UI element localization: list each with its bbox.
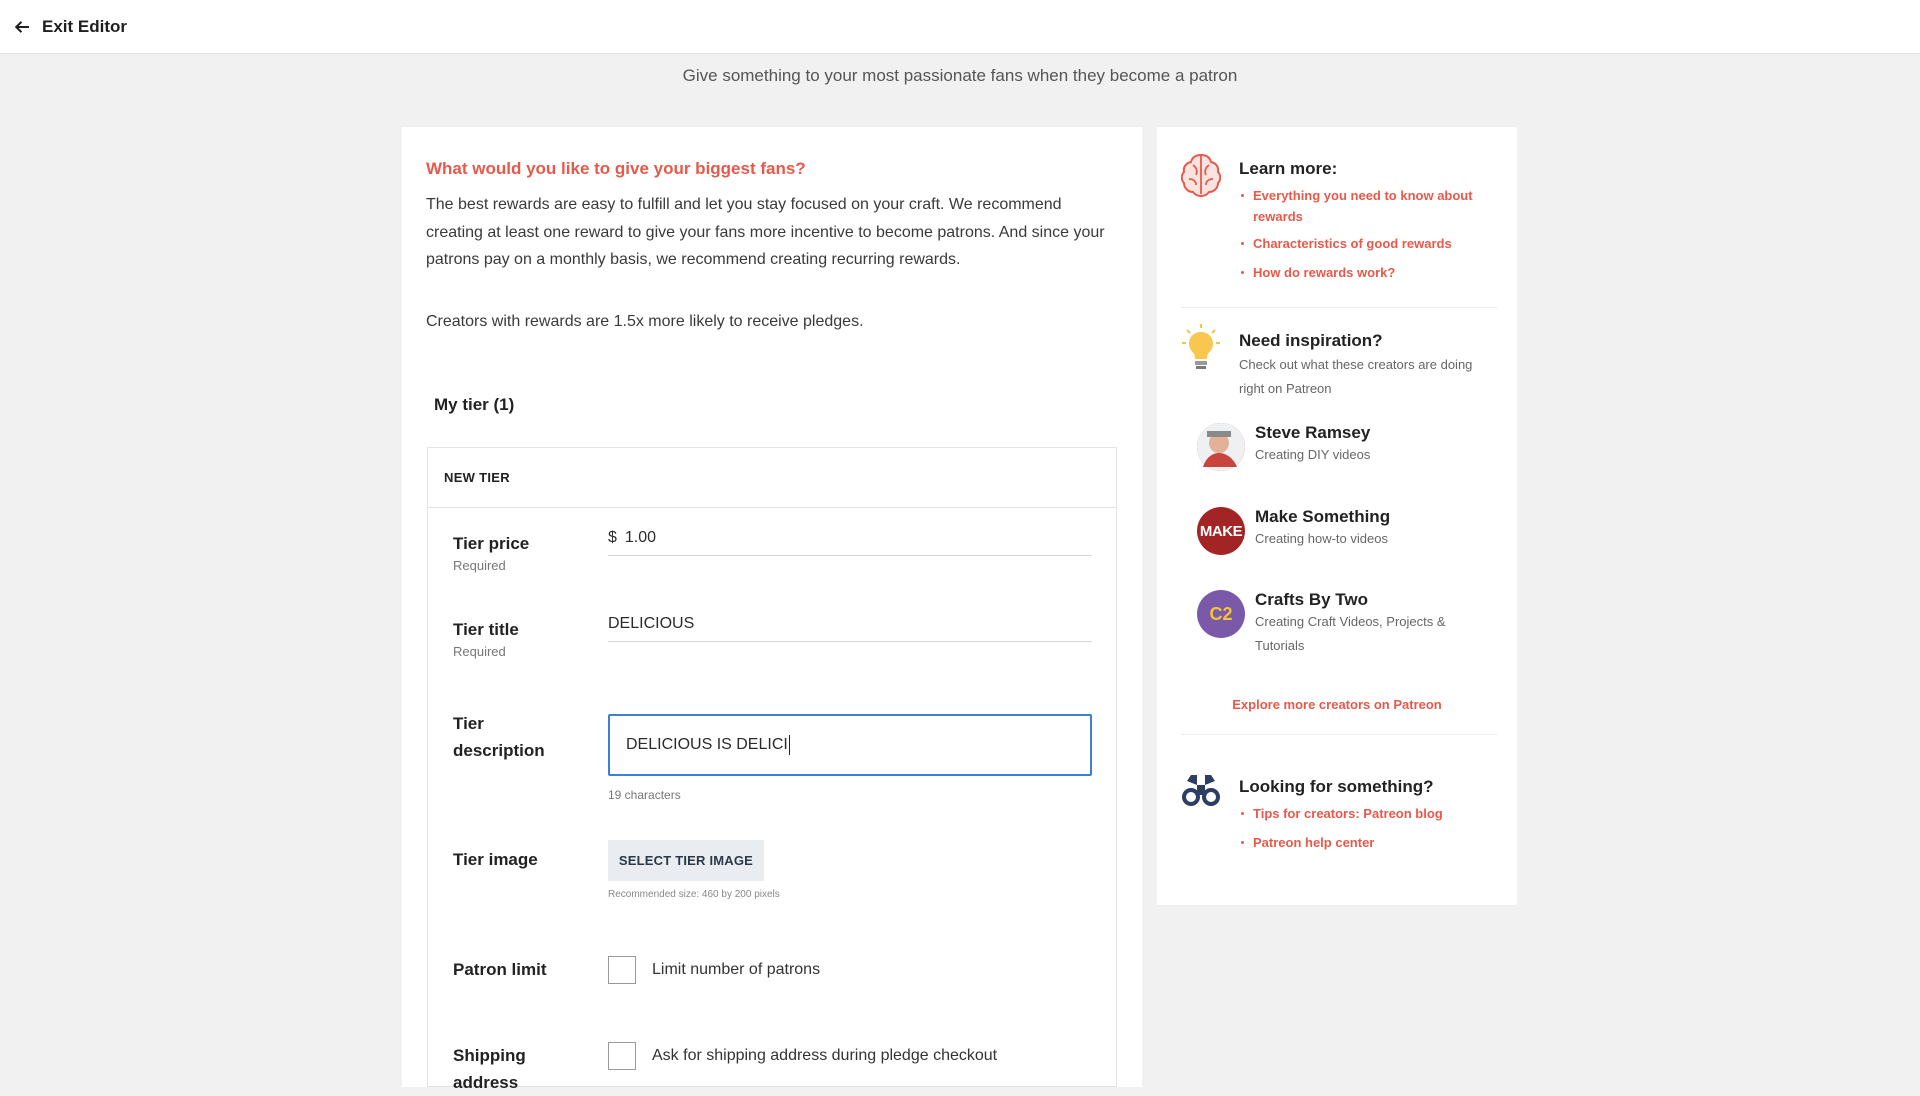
tier-description-label-line1: Tier (453, 714, 484, 733)
shipping-address-label (453, 1042, 526, 1096)
shipping-address-checkbox-label: Ask for shipping address during pledge checkout (652, 1047, 998, 1064)
tier-form (427, 447, 1117, 1092)
creator-name: Make Something (1255, 507, 1391, 526)
top-bar (0, 0, 1920, 54)
inspiration-section (1239, 331, 1499, 401)
link-help-center[interactable]: Patreon help center (1239, 832, 1499, 853)
exit-editor-label: Exit Editor (42, 16, 128, 36)
avatar (1197, 423, 1245, 471)
select-tier-image-button[interactable]: SELECT TIER IMAGE (608, 840, 764, 881)
image-size-hint: Recommended size: 460 by 200 pixels (608, 889, 780, 900)
tier-title-value: DELICIOUS (608, 614, 695, 632)
exit-editor-button[interactable] (14, 17, 127, 37)
brain-icon (1181, 151, 1221, 204)
tier-price-value: 1.00 (624, 528, 657, 546)
link-how-rewards-work[interactable]: How do rewards work? (1239, 262, 1499, 283)
creator-name: Steve Ramsey (1255, 423, 1371, 442)
shipping-label-line1: Shipping (453, 1046, 526, 1065)
required-hint: Required (453, 644, 506, 659)
creator-description: Creating Craft Videos, Projects & Tutorials (1255, 614, 1446, 653)
avatar: MAKE (1197, 507, 1245, 555)
learn-more-title: Learn more: (1239, 159, 1338, 178)
sidebar-divider (1181, 734, 1497, 735)
text-caret (789, 735, 790, 755)
tier-title-label (453, 616, 519, 661)
avatar: C2 (1197, 590, 1245, 638)
tier-description-value: DELICIOUS IS DELICI (626, 736, 788, 753)
tier-price-label-text: Tier price (453, 534, 530, 553)
sidebar-divider (1181, 307, 1497, 308)
arrow-left-icon (14, 19, 30, 35)
link-patreon-blog[interactable]: Tips for creators: Patreon blog (1239, 803, 1499, 824)
shipping-address-checkbox[interactable] (608, 1042, 636, 1070)
tier-description-label (453, 710, 545, 764)
inspiration-title: Need inspiration? (1239, 331, 1383, 350)
explore-creators-link[interactable]: Explore more creators on Patreon (1232, 697, 1442, 712)
required-hint: Required (453, 558, 506, 573)
creator-steve-ramsey[interactable] (1197, 423, 1370, 471)
shipping-label-line2: address (453, 1073, 519, 1092)
looking-title: Looking for something? (1239, 777, 1434, 796)
binoculars-icon (1181, 773, 1221, 814)
tier-price-input[interactable] (608, 520, 1092, 556)
character-count: 19 characters (608, 788, 681, 802)
tier-description-label-line2: description (453, 741, 545, 760)
creator-description: Creating how-to videos (1255, 531, 1388, 546)
link-rewards-guide[interactable]: Everything you need to know about rewards (1239, 185, 1499, 227)
rewards-stat: Creators with rewards are 1.5x more likely to receive pledges. (426, 313, 864, 330)
tier-price-label (453, 530, 529, 575)
tier-description-input[interactable] (608, 714, 1092, 776)
creator-crafts-by-two[interactable] (1197, 590, 1455, 658)
lightbulb-icon (1181, 323, 1221, 378)
rewards-question: What would you like to give your biggest fans? (426, 159, 806, 178)
inspiration-text: Check out what these creators are doing right on Patreon (1239, 357, 1473, 396)
help-sidebar (1157, 127, 1517, 905)
creator-name: Crafts By Two (1255, 590, 1369, 609)
link-good-rewards[interactable]: Characteristics of good rewards (1239, 233, 1499, 254)
tier-image-label: Tier image (453, 850, 538, 869)
reward-editor-card (402, 127, 1142, 1092)
rewards-intro: The best rewards are easy to fulfill and let you stay focused on your craft. We recommend creating at least one reward to give your fans more incentive to become patrons. And since your patrons pay on a monthly basis, we recommend creating recurring rewards. (426, 196, 1105, 268)
page-subtitle: Give something to your most passionate fans when they become a patron (682, 66, 1238, 85)
tier-heading: My tier (1) (434, 395, 515, 414)
creator-description: Creating DIY videos (1255, 447, 1371, 462)
looking-section (1239, 777, 1499, 853)
patron-limit-label: Patron limit (453, 960, 547, 979)
tier-title-input[interactable] (608, 606, 1092, 642)
learn-more-section (1239, 159, 1499, 283)
patron-limit-checkbox[interactable] (608, 956, 636, 984)
tier-title-label-text: Tier title (453, 620, 519, 639)
tier-form-header: NEW TIER (428, 448, 1116, 508)
currency-symbol: $ (608, 528, 617, 546)
patron-limit-checkbox-label: Limit number of patrons (652, 961, 821, 978)
creator-make-something[interactable] (1197, 507, 1390, 555)
